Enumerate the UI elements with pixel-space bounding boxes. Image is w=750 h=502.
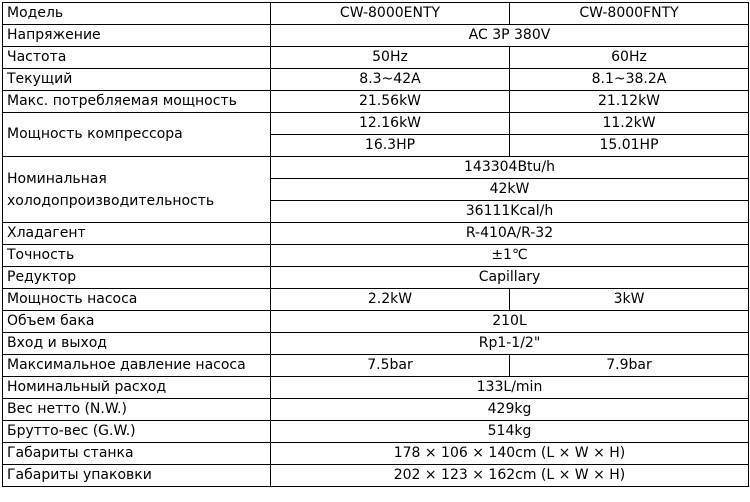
voltage-value: AC 3P 380V: [271, 25, 749, 47]
package-dimensions-label: Габариты упаковки: [3, 465, 271, 487]
current-a: 8.3~42A: [271, 69, 510, 91]
cooling-capacity-kcal: 36111Kcal/h: [271, 201, 749, 223]
max-pump-pressure-a: 7.5bar: [271, 355, 510, 377]
current-label: Текущий: [3, 69, 271, 91]
current-b: 8.1~38.2A: [510, 69, 749, 91]
reducer-value: Capillary: [271, 267, 749, 289]
cooling-capacity-kw: 42kW: [271, 179, 749, 201]
max-power-label: Макс. потребляемая мощность: [3, 91, 271, 113]
inlet-outlet-value: Rp1-1/2": [271, 333, 749, 355]
row-reducer: [3, 267, 749, 289]
machine-dimensions-value: 178 × 106 × 140cm (L × W × H): [271, 443, 749, 465]
tank-volume-value: 210L: [271, 311, 749, 333]
pump-power-a: 2.2kW: [271, 289, 510, 311]
frequency-label: Частота: [3, 47, 271, 69]
max-power-b: 21.12kW: [510, 91, 749, 113]
row-tank-volume: [3, 311, 749, 333]
max-power-a: 21.56kW: [271, 91, 510, 113]
package-dimensions-value: 202 × 123 × 162cm (L × W × H): [271, 465, 749, 487]
row-frequency: [3, 47, 749, 69]
net-weight-label: Вес нетто (N.W.): [3, 399, 271, 421]
rated-flow-label: Номинальный расход: [3, 377, 271, 399]
max-pump-pressure-label: Максимальное давление насоса: [3, 355, 271, 377]
gross-weight-value: 514kg: [271, 421, 749, 443]
row-cooling-btu: [3, 157, 749, 179]
compressor-power-a-hp: 16.3HP: [271, 135, 510, 157]
spec-table: [2, 2, 749, 487]
row-inlet-outlet: [3, 333, 749, 355]
row-net-weight: [3, 399, 749, 421]
row-package-dimensions: [3, 465, 749, 487]
row-gross-weight: [3, 421, 749, 443]
row-rated-flow: [3, 377, 749, 399]
max-pump-pressure-b: 7.9bar: [510, 355, 749, 377]
cooling-capacity-label: Номинальная холодопроизводительность: [3, 157, 271, 223]
compressor-power-b-kw: 11.2kW: [510, 113, 749, 135]
row-max-power: [3, 91, 749, 113]
inlet-outlet-label: Вход и выход: [3, 333, 271, 355]
rated-flow-value: 133L/min: [271, 377, 749, 399]
machine-dimensions-label: Габариты станка: [3, 443, 271, 465]
row-pump-power: [3, 289, 749, 311]
net-weight-value: 429kg: [271, 399, 749, 421]
compressor-power-b-hp: 15.01HP: [510, 135, 749, 157]
model-label: Модель: [3, 3, 271, 25]
precision-label: Точность: [3, 245, 271, 267]
row-model: [3, 3, 749, 25]
precision-value: ±1℃: [271, 245, 749, 267]
pump-power-label: Мощность насоса: [3, 289, 271, 311]
cooling-capacity-btu: 143304Btu/h: [271, 157, 749, 179]
reducer-label: Редуктор: [3, 267, 271, 289]
frequency-a: 50Hz: [271, 47, 510, 69]
voltage-label: Напряжение: [3, 25, 271, 47]
tank-volume-label: Объем бака: [3, 311, 271, 333]
row-precision: [3, 245, 749, 267]
row-max-pump-pressure: [3, 355, 749, 377]
compressor-power-a-kw: 12.16kW: [271, 113, 510, 135]
model-a: CW-8000ENTY: [271, 3, 510, 25]
row-refrigerant: [3, 223, 749, 245]
refrigerant-label: Хладагент: [3, 223, 271, 245]
compressor-power-label: Мощность компрессора: [3, 113, 271, 157]
refrigerant-value: R-410A/R-32: [271, 223, 749, 245]
row-current: [3, 69, 749, 91]
model-b: CW-8000FNTY: [510, 3, 749, 25]
row-voltage: [3, 25, 749, 47]
gross-weight-label: Брутто-вес (G.W.): [3, 421, 271, 443]
frequency-b: 60Hz: [510, 47, 749, 69]
pump-power-b: 3kW: [510, 289, 749, 311]
row-compressor-power-kw: [3, 113, 749, 135]
row-machine-dimensions: [3, 443, 749, 465]
